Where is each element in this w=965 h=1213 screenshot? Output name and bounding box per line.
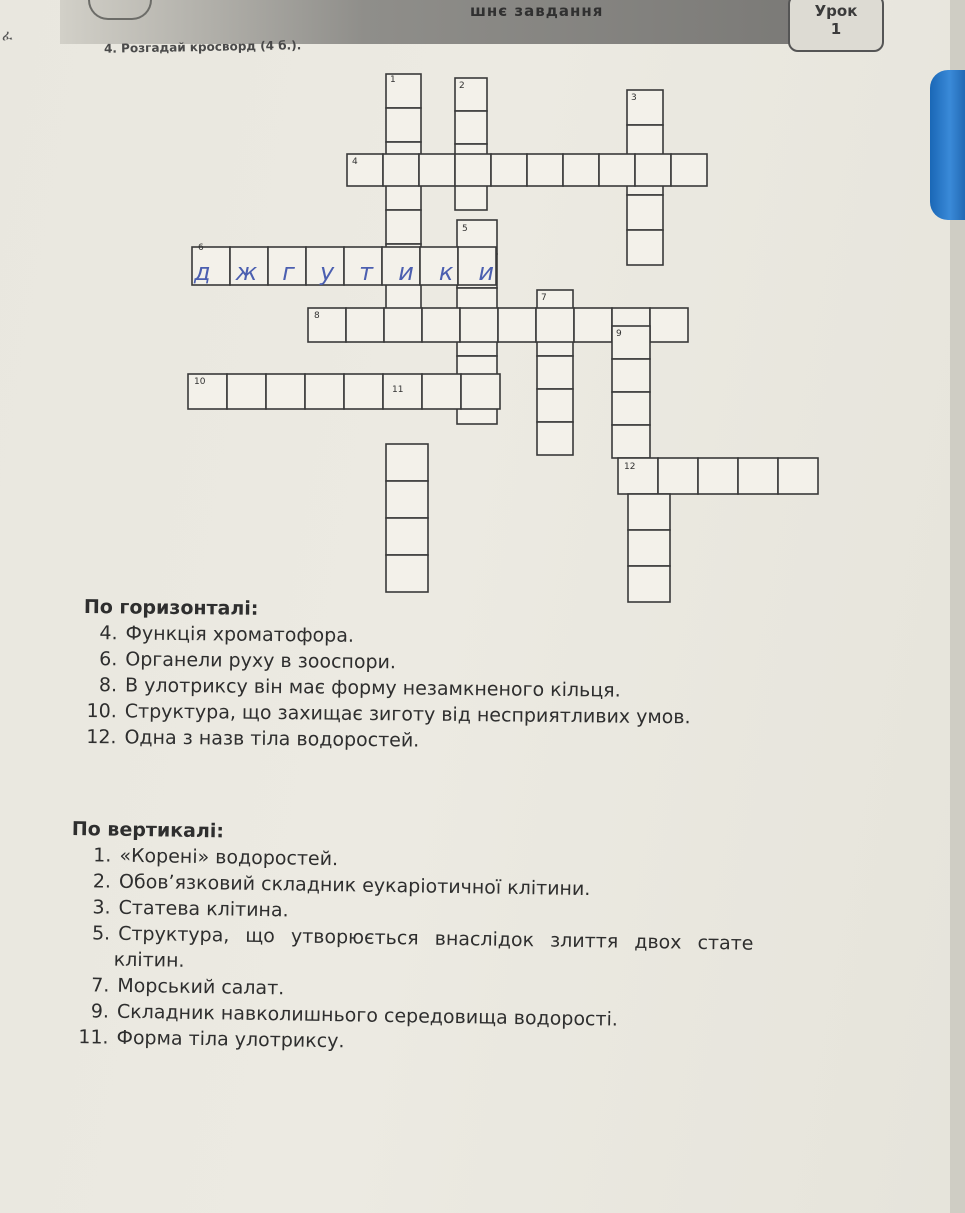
crossword-cell — [305, 374, 344, 409]
cell-number-1: 1 — [390, 75, 396, 85]
clue-text: «Корені» водоростей. — [119, 844, 339, 871]
clue-number: 9. — [90, 1000, 110, 1023]
clue-text: Функція хроматофора. — [125, 622, 355, 647]
crossword-cell — [422, 308, 460, 342]
crossword-cell — [628, 494, 670, 530]
crossword-cell — [536, 308, 574, 342]
crossword-cell — [658, 458, 698, 494]
crossword-cell — [386, 518, 428, 555]
cell-number-8: 8 — [314, 311, 320, 321]
clue-text: Обов’язковий складник еукаріотичної клітини. — [118, 870, 591, 901]
clue-number: 7. — [91, 974, 110, 997]
cell-number-12: 12 — [624, 462, 636, 472]
crossword-cell — [627, 230, 663, 265]
crossword-cell — [671, 154, 707, 186]
clue-text: Складник навколишнього середовища водорості. — [116, 1000, 619, 1031]
clue-text: Форма тіла улотриксу. — [116, 1026, 345, 1053]
clue-horizontal-12 — [82, 724, 690, 756]
crossword-cell — [738, 458, 778, 494]
crossword-cell — [612, 392, 650, 425]
cell-number-5: 5 — [462, 224, 468, 234]
clue-number: 3. — [92, 896, 111, 919]
horizontal-clues-heading: По горизонталі: — [83, 596, 259, 620]
clue-text: Морський салат. — [117, 974, 285, 1000]
crossword-cell — [491, 154, 527, 186]
margin-scribble-icon: ፈ — [2, 28, 13, 44]
clue-number: 8. — [98, 674, 118, 697]
crossword-cell — [563, 154, 599, 186]
clue-number: 6. — [99, 648, 118, 671]
blue-pen — [930, 70, 965, 220]
cell-number-2: 2 — [459, 81, 465, 91]
crossword-cell — [537, 389, 573, 422]
clue-text: Органели руху в зооспори. — [125, 648, 397, 674]
clue-text: Одна з назв тіла водоростей. — [124, 726, 420, 752]
clue-vertical-5-continued: клітин. — [113, 948, 185, 972]
clue-number: 4. — [99, 622, 118, 645]
crossword-cell — [627, 195, 663, 230]
vertical-clues-heading: По вертикалі: — [71, 818, 225, 843]
clue-number: 5. — [91, 922, 111, 945]
clue-text: Структура, що захищає зиготу від несприятливих умов. — [124, 700, 691, 729]
clue-number: 11. — [78, 1026, 109, 1049]
clue-number: 10. — [86, 700, 117, 723]
crossword-cell — [527, 154, 563, 186]
crossword-cell — [612, 359, 650, 392]
crossword-cell — [574, 308, 612, 342]
crossword-cell — [635, 154, 671, 186]
cell-number-6: 6 — [198, 243, 204, 253]
crossword-cell — [455, 154, 491, 186]
crossword-cell — [386, 444, 428, 481]
clue-number: 1. — [93, 844, 112, 867]
crossword-cell — [386, 481, 428, 518]
clue-number: 2. — [92, 870, 112, 893]
crossword-cell — [778, 458, 818, 494]
crossword-cell — [384, 308, 422, 342]
crossword-cell — [422, 374, 461, 409]
crossword-cell — [461, 374, 500, 409]
crossword-cell — [628, 530, 670, 566]
cell-number-4: 4 — [352, 157, 358, 167]
crossword-cell — [227, 374, 266, 409]
clue-text: Статева клітина. — [118, 896, 289, 922]
vertical-clues — [68, 818, 755, 1061]
cell-number-9: 9 — [616, 329, 622, 339]
crossword-cell — [698, 458, 738, 494]
crossword-cell — [386, 210, 421, 244]
clue-number: 12. — [86, 726, 117, 749]
crossword-cell — [346, 308, 384, 342]
page-header-title: шнє завдання — [470, 2, 604, 20]
crossword-cell — [266, 374, 305, 409]
crossword-cell — [383, 154, 419, 186]
crossword-cell — [537, 422, 573, 455]
clue-text: В улотриксу він має форму незамкненого кільця. — [124, 674, 621, 702]
crossword-cell — [455, 111, 487, 144]
crossword-cell — [419, 154, 455, 186]
handwritten-answer-6: джгутики — [194, 258, 494, 286]
lesson-label: Урок — [814, 2, 858, 20]
crossword-cell — [628, 566, 670, 602]
crossword-cell — [386, 555, 428, 592]
crossword-cell — [612, 425, 650, 458]
crossword-cell — [344, 374, 383, 409]
crossword-cell — [599, 154, 635, 186]
crossword-cell — [498, 308, 536, 342]
crossword-cell — [460, 308, 498, 342]
crossword-cell — [537, 356, 573, 389]
clue-text: Структура, що утворюється внаслідок злиття двох стате — [118, 922, 754, 955]
cell-number-11: 11 — [392, 385, 404, 395]
cell-number-10: 10 — [194, 377, 206, 387]
task-heading: 4. Розгадай кросворд (4 б.). — [103, 38, 302, 56]
crossword-cells — [188, 74, 818, 602]
horizontal-clues — [82, 596, 691, 756]
crossword-cell — [386, 108, 421, 142]
cell-number-7: 7 — [541, 293, 547, 303]
lesson-number: 1 — [830, 20, 842, 38]
cell-number-3: 3 — [631, 93, 637, 103]
crossword-cell — [650, 308, 688, 342]
